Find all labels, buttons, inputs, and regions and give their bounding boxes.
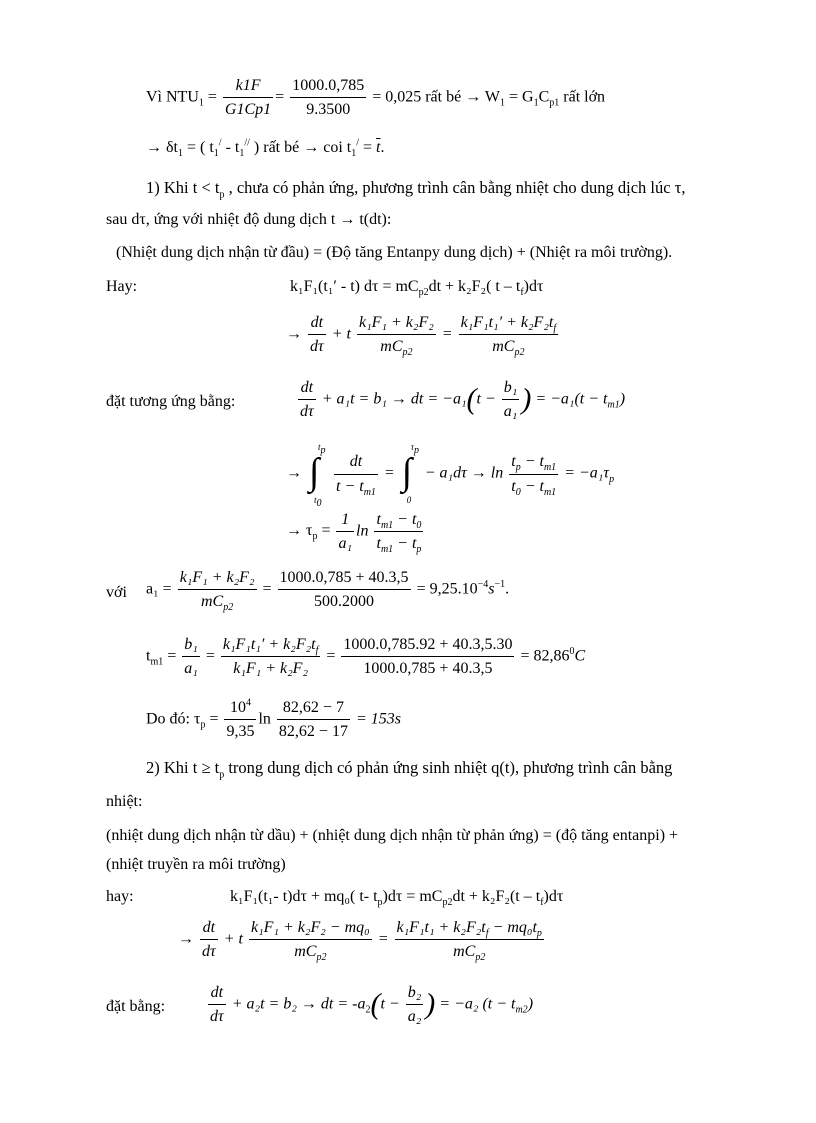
integral-equation: → ∫ $t_p$ $t_0$ $\frac{dt}{t - t_{m1}}$ = ∫ $\tau_p$ 0 − a₁dτ → ln $\frac{t_p - t_{m1}}{t_0 - t_{m1}}$ = $-a_1\tau_p$ bbox=[286, 442, 615, 509]
tau-p-result: Do đó: $\tau_p$ = $\frac{10^4}{9,35}$ ln $\frac{82,62 - 7}{82,62 - 17}$ = 153s bbox=[146, 697, 401, 741]
integral-sign-1: ∫ $t_p$ $t_0$ bbox=[309, 442, 326, 509]
differential-equation-1: → $\frac{dt}{d\tau}$ + t $\frac{\text{k₁F₁ + k₂F₂}}{mC_{p2}}$ = $\frac{k_1F_1t_1' + k_2F_2t_f}{mC_{p2}}$ bbox=[286, 314, 557, 359]
paragraph-2-line-4: (nhiệt truyền ra môi trường) bbox=[106, 856, 286, 873]
substitution-equation-2: $\frac{dt}{d\tau}$ + a₂t = b₂ → dt = $-a_2(t$ − $\frac{\text{b₂}}{\text{a₂}}$ ) = −a₂ $(t - t_{m2})$ bbox=[210, 984, 534, 1026]
paragraph-2-line-2: nhiệt: bbox=[106, 793, 143, 810]
paragraph-2-line-1: 2) Khi $t \ge t_p$ trong dung dịch có phản ứng sinh nhiệt q(t), phương trình cân bằng bbox=[146, 758, 673, 781]
paragraph-1-line-3: (Nhiệt dung dịch nhận từ đầu) = (Độ tăng Entanpy dung dịch) + (Nhiệt ra môi trường). bbox=[116, 244, 673, 261]
heat-balance-equation-1: k₁F₁(t₁′ - t) $d\tau = mC_{p2}dt + k_2F_2$( t – $t_f)d\tau$ bbox=[290, 278, 544, 299]
hay-label-2: hay: bbox=[106, 888, 134, 905]
paragraph-2-line-3: (nhiệt dung dịch nhận từ dầu) + (nhiệt dung dịch nhận từ phản ứng) = (độ tăng entanpi) + bbox=[106, 827, 679, 844]
heat-balance-equation-2: k₁F₁(t₁- t)dτ + mq₀( t- $t_p)d\tau = mC_{p2}dt + k_2F_2(t - t_f)d\tau$ bbox=[230, 888, 564, 909]
voi-label: với bbox=[106, 584, 127, 601]
hay-label-1: Hay: bbox=[106, 278, 138, 295]
paragraph-1-line-2: sau dτ, ứng với nhiệt độ dung dịch t → t(dt): bbox=[106, 211, 392, 228]
tau-p-formula: → $\tau_p$ = $\frac{1}{\text{a₁}}$ ln $\frac{t_{m1} - t_0}{t_{m1} - t_p}$ bbox=[286, 511, 422, 556]
dat-label-2: đặt bằng: bbox=[106, 998, 166, 1015]
substitution-equation-1: $\frac{dt}{d\tau}$ + a₁t = b₁ → dt = −a₁(t − $\frac{\text{b₁}}{\text{a₁}}$ ) = $-a_1(t - t_{m1})$ bbox=[300, 379, 626, 421]
a1-calculation: a₁ = $\frac{\text{k₁F₁ + k₂F₂}}{mC_{p2}}$ = $\frac{1000.0,785 + 40.3,5}{500.2000}$ = $9,25.10^{-4}s^{-1}$. bbox=[146, 569, 510, 614]
dat-label-1: đặt tương ứng bằng: bbox=[106, 393, 236, 410]
tm1-calculation: $t_{m1}$ = $\frac{\text{b₁}}{\text{a₁}}$ = $\frac{k_1F_1t_1' + k_2F_2t_f}{\text{k₁F₁ + k₂F₂}}$ = $\frac{1000.0,785.92 + 40.3,5.30}{1000.0,785 + 40.3,5}$ = $82,86^0C$ bbox=[146, 636, 586, 678]
integral-sign-2: ∫ $\tau_p$ 0 bbox=[401, 442, 419, 506]
paragraph-1-line-1: 1) Khi $t < t_p$ , chưa có phản ứng, phương trình cân bằng nhiệt cho dung dịch lúc τ, bbox=[146, 178, 686, 201]
delta-t-line: → $\delta t_1$ = ( $t_1^/ - t_1^{//}$ ) rất bé → coi $t_1^/ = \overline{t}$. bbox=[146, 137, 385, 160]
ntu-equation: Vì $NTU_1$ = $\frac{k1F}{G1Cp1}$ = $\frac{1000.0,785}{9.3500}$ = 0,025 rất bé → $W_1 = G_1C_{p1}$ rất lớn bbox=[146, 77, 606, 119]
differential-equation-2: → $\frac{dt}{d\tau}$ + t $\frac{\text{k₁F₁ + k₂F₂ − mq₀}}{mC_{p2}}$ = $\frac{k_1F_1t_1 + k_2F_2t_f - mq_0t_p}{mC_{p2}}$ bbox=[178, 919, 542, 964]
